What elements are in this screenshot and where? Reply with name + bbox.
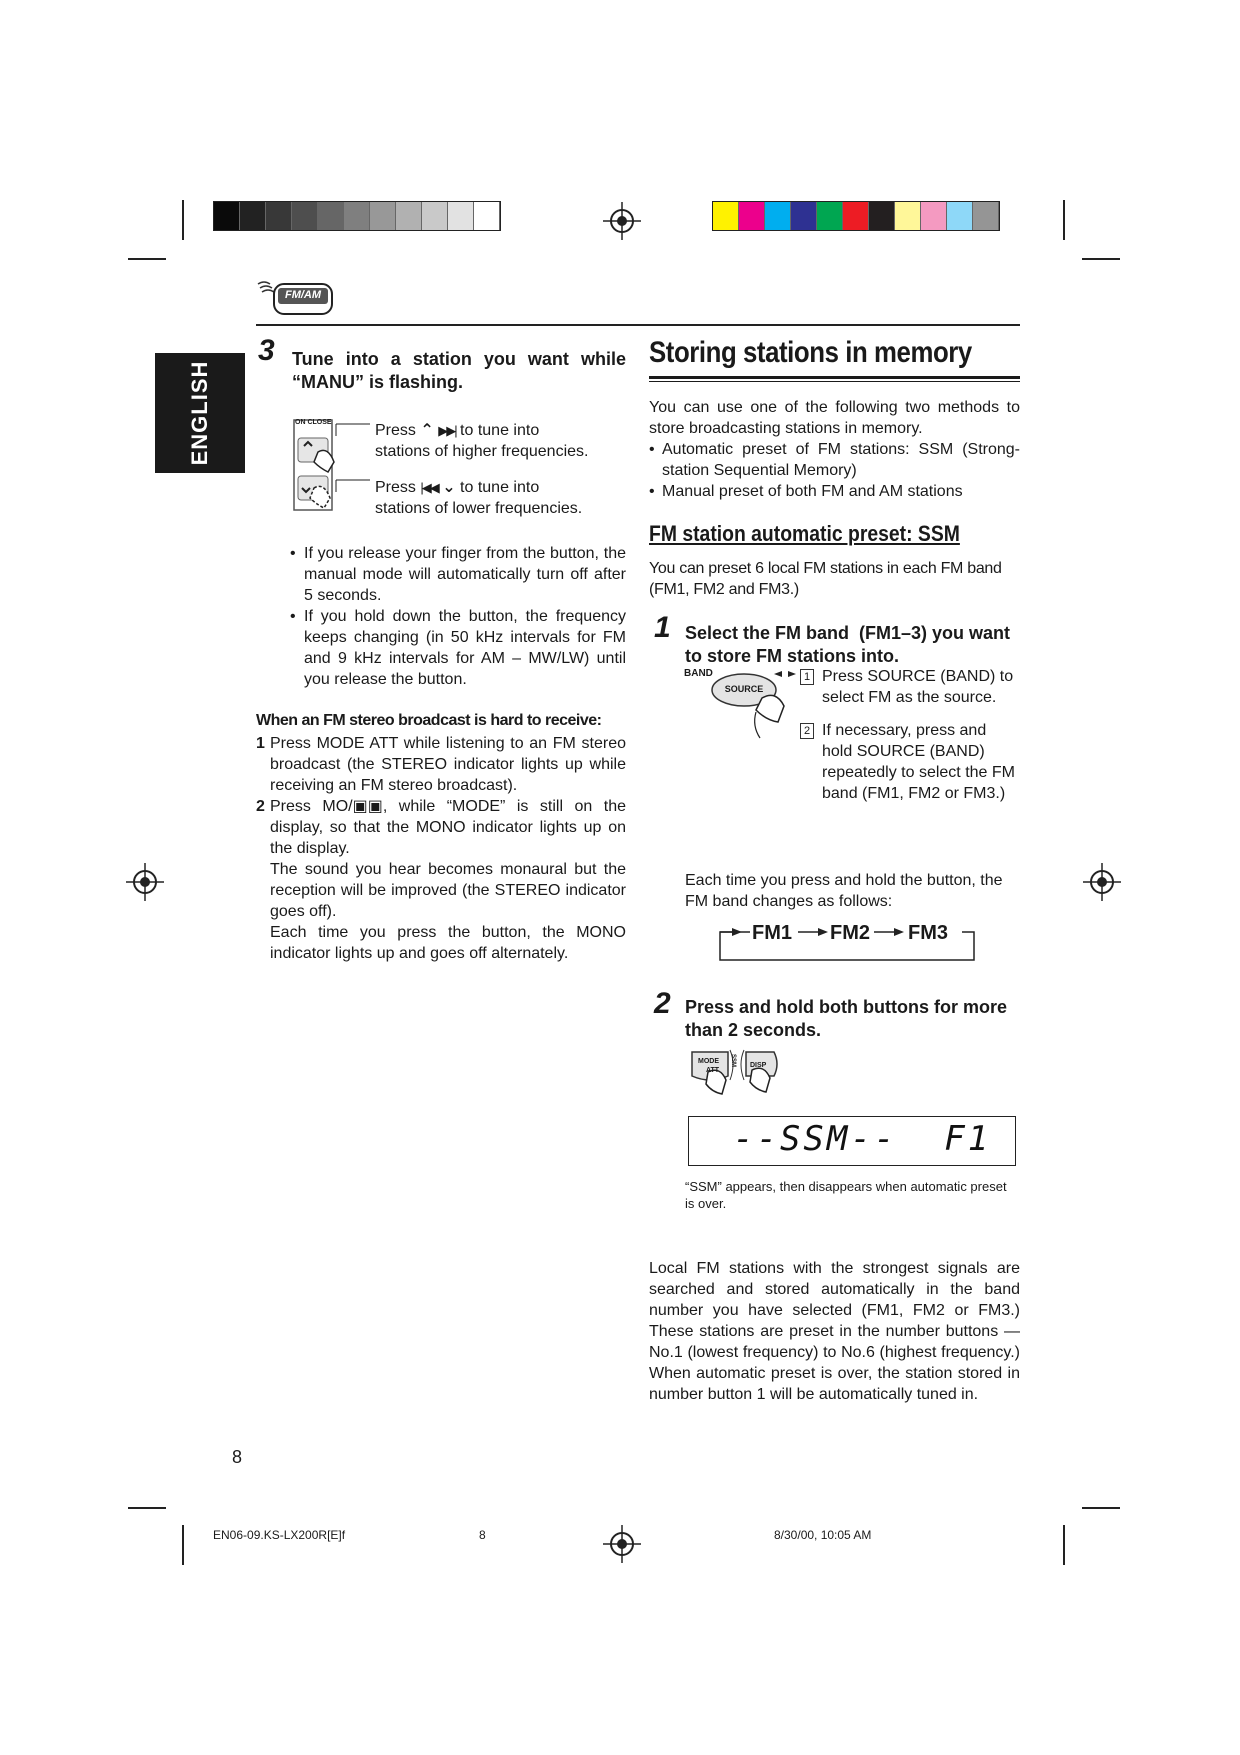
gray-swatch (292, 202, 318, 230)
stereo-item-1-number: 1 (256, 735, 265, 752)
gray-swatch (474, 202, 500, 230)
gray-swatch (422, 202, 448, 230)
up-arrow-icon: ⌃ (420, 422, 434, 439)
page-title: Storing stations in memory (649, 336, 972, 369)
stereo-item-2-text-b: , while “MODE” is still on the display, so that the MONO indicator lights up on the display. (270, 798, 627, 857)
source-button-illustration (684, 668, 796, 748)
substep-1 (800, 666, 1020, 708)
fm-band-label: FM3 (908, 922, 948, 944)
color-swatch (843, 202, 869, 230)
stereo-item-2 (256, 796, 626, 964)
substep-2-number: 2 (800, 723, 814, 739)
language-tab-label: ENGLISH (187, 360, 212, 466)
band-icon-label: FM/AM (284, 289, 322, 301)
step-1-substep (800, 666, 1020, 804)
color-swatch (817, 202, 843, 230)
gray-swatch (318, 202, 344, 230)
substep-2-text: If necessary, press and hold SOURCE (BAND) repeatedly to select the FM band (FM1, FM2 or FM3.) (822, 722, 1015, 802)
tune-up-instruction (375, 420, 635, 462)
att-label: ATT (706, 1067, 720, 1074)
tune-up-press: Press (375, 422, 416, 439)
registration-mark-icon (1083, 863, 1121, 901)
title-rule (649, 376, 1020, 379)
gray-swatch (240, 202, 266, 230)
tune-up-to-tune: to tune into (460, 422, 540, 439)
band-label: BAND (684, 668, 713, 679)
intro-text: You can use one of the following two methods to store broadcasting stations in memory. (649, 399, 1020, 437)
gray-swatch (370, 202, 396, 230)
fm-band-label: FM2 (830, 922, 870, 944)
step-number: 1 (654, 611, 671, 644)
fm-band-label: FM1 (752, 922, 792, 944)
crop-mark (182, 1525, 184, 1565)
step-number: 2 (654, 987, 671, 1020)
grayscale-colorbar (213, 201, 501, 231)
stereo-item-2-para: The sound you hear becomes monaural but the reception will be improved (the STEREO indicator goes off). (270, 861, 626, 920)
method-bullet: • Manual preset of both FM and AM stations (649, 481, 1020, 502)
note-bullet: • If you hold down the button, the frequency keeps changing (in 50 kHz intervals for FM and 9 kHz intervals for AM – MW/LW) until you release the button. (290, 606, 626, 690)
lcd-text: --SSM-- F1 (733, 1119, 992, 1159)
ssm-intro: You can preset 6 local FM stations in each FM band (FM1, FM2 and FM3.) (649, 560, 1002, 598)
stereo-item-1 (256, 733, 626, 796)
substep-2 (800, 720, 1020, 804)
mode-label: MODE (698, 1058, 719, 1065)
tune-up-higher: stations of higher frequencies. (375, 443, 589, 460)
note-bullet: • If you release your finger from the button, the manual mode will automatically turn off after 5 seconds. (290, 543, 626, 606)
step-1-title (685, 622, 1021, 668)
crop-mark (128, 1507, 166, 1509)
crop-mark (182, 200, 184, 240)
gray-swatch (344, 202, 370, 230)
mode-disp-buttons-illustration (688, 1046, 788, 1106)
title-rule (649, 381, 1020, 382)
footer-page: 8 (479, 1528, 486, 1542)
intro-section (649, 397, 1020, 502)
step-number: 3 (258, 334, 275, 367)
gray-swatch (266, 202, 292, 230)
stereo-instructions (256, 733, 626, 964)
color-swatch (713, 202, 739, 230)
crop-mark (1063, 1525, 1065, 1565)
ssm-caption: “SSM” appears, then disappears when automatic preset is over. (685, 1179, 1007, 1211)
stereo-heading: When an FM stereo broadcast is hard to receive: (256, 712, 602, 729)
color-swatch (869, 202, 895, 230)
gray-swatch (448, 202, 474, 230)
step-1-title-line2: to store FM stations into. (685, 646, 899, 666)
down-arrow-icon: ⌄ (442, 479, 456, 496)
skip-back-icon: |◀◀ (420, 480, 438, 495)
step-2-title (685, 996, 1021, 1042)
registration-mark-icon (126, 863, 164, 901)
registration-mark-icon (603, 1525, 641, 1563)
on-close-label: ON CLOSE (295, 419, 332, 426)
tune-down-to-tune: to tune into (460, 479, 540, 496)
step-3-title (292, 348, 626, 394)
stereo-item-2-para: Each time you press the button, the MONO indicator lights up and goes off alternately. (270, 924, 626, 962)
header-rule (256, 324, 1020, 326)
disp-label: DISP (750, 1062, 767, 1069)
color-swatch (973, 202, 999, 230)
crop-mark (1082, 1507, 1120, 1509)
crop-mark (1063, 200, 1065, 240)
ssm-lcd-display (688, 1116, 1016, 1166)
tune-down-lower: stations of lower frequencies. (375, 500, 583, 517)
step-2-title-line2: than 2 seconds. (685, 1020, 822, 1040)
closing-paragraph: Local FM stations with the strongest signals are searched and stored automatically in the band number you have selected (FM1, FM2 or FM3.) These stations are preset in the number buttons — No.1 (lowest frequency) to No.6 (highest frequency.) When automatic preset is over, the station stored in number button 1 will be automatically tuned in. (649, 1260, 1020, 1403)
dual-square-icon: ▣▣ (352, 798, 383, 815)
step-2-title-line1: Press and hold both buttons for more (685, 997, 1008, 1017)
ssm-heading: FM station automatic preset: SSM (649, 521, 960, 546)
skip-forward-icon: ▶▶| (438, 423, 456, 438)
stereo-item-2-text-a: Press MO/ (270, 798, 353, 815)
crop-mark (1082, 258, 1120, 260)
crop-mark (128, 258, 166, 260)
gray-swatch (214, 202, 240, 230)
fm-am-band-icon (256, 278, 336, 318)
step-3-title-line1: Tune into a station you want while (292, 349, 626, 369)
source-label: SOURCE (724, 684, 764, 694)
tune-buttons-illustration (292, 416, 372, 516)
page-number: 8 (232, 1447, 243, 1467)
step-3-title-line2: “MANU” is flashing. (292, 372, 464, 392)
process-colorbar (712, 201, 1000, 231)
tune-down-press: Press (375, 479, 416, 496)
method-bullet: • Automatic preset of FM stations: SSM (Strong-station Sequential Memory) (649, 439, 1020, 481)
color-swatch (765, 202, 791, 230)
substep-1-text: Press SOURCE (BAND) to select FM as the source. (822, 668, 1014, 706)
stereo-item-2-number: 2 (256, 798, 265, 815)
substep-1-number: 1 (800, 669, 814, 685)
footer-date: 8/30/00, 10:05 AM (774, 1528, 872, 1542)
band-change-text: Each time you press and hold the button, the FM band changes as follows: (685, 872, 1003, 910)
footer-file: EN06-09.KS-LX200R[E]f (213, 1528, 346, 1542)
ssm-label: SSM (730, 1054, 736, 1068)
color-swatch (921, 202, 947, 230)
color-swatch (947, 202, 973, 230)
color-swatch (791, 202, 817, 230)
step-3-notes (290, 543, 626, 690)
stereo-item-1-text: Press MODE ATT while listening to an FM stereo broadcast (the STEREO indicator lights up while receiving an FM stereo broadcast). (270, 735, 626, 794)
color-swatch (895, 202, 921, 230)
language-tab (155, 353, 245, 473)
registration-mark-icon (603, 202, 641, 240)
step-1-title-line1: Select the FM band (FM1–3) you want (685, 623, 1011, 643)
gray-swatch (396, 202, 422, 230)
tune-down-instruction (375, 477, 635, 519)
color-swatch (739, 202, 765, 230)
fm-cycle-diagram (718, 922, 976, 962)
